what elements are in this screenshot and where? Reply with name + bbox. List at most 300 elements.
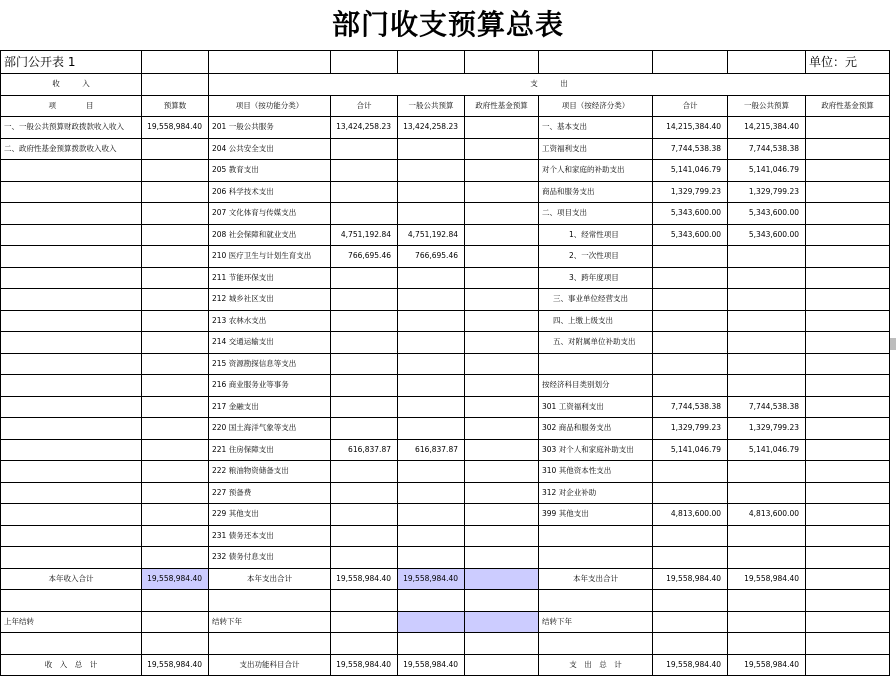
- cell-econ-gov-fund[interactable]: [806, 117, 890, 139]
- cell-func-gov-fund[interactable]: [465, 353, 539, 375]
- cell-func-gen[interactable]: 766,695.46: [398, 246, 465, 268]
- cell-func-gov-fund[interactable]: [465, 117, 539, 139]
- cell-econ-total[interactable]: 14,215,384.40: [653, 117, 728, 139]
- cell-econ-gov-fund[interactable]: [806, 396, 890, 418]
- cell-econ-total[interactable]: 4,813,600.00: [653, 504, 728, 526]
- cell-income-item[interactable]: [1, 289, 142, 311]
- table-row: [1, 461, 890, 483]
- cell-econ-item[interactable]: 按经济科目类别划分: [539, 375, 653, 397]
- cell-econ-item[interactable]: [539, 547, 653, 569]
- cell-econ-gov-fund[interactable]: [806, 224, 890, 246]
- table-row: [1, 138, 890, 160]
- exp-func-total-label: 本年支出合计: [209, 568, 331, 590]
- grand-econ-gov-fund[interactable]: [806, 654, 890, 676]
- cell-func-gen[interactable]: [398, 504, 465, 526]
- cell-econ-item[interactable]: 工资福利支出: [539, 138, 653, 160]
- next-carry-gen[interactable]: [398, 611, 465, 633]
- blank-cell[interactable]: [1, 633, 142, 655]
- cell-income-budget[interactable]: [142, 246, 209, 268]
- cell-func-item[interactable]: 214 交通运输支出: [209, 332, 331, 354]
- cell-income-budget[interactable]: [142, 525, 209, 547]
- cell-econ-total[interactable]: [653, 375, 728, 397]
- cell-econ-gen[interactable]: 1,329,799.23: [728, 418, 806, 440]
- cell-econ-total[interactable]: 1,329,799.23: [653, 418, 728, 440]
- cell-func-total[interactable]: 616,837.87: [331, 439, 398, 461]
- cell-econ-total[interactable]: [653, 246, 728, 268]
- cell-func-item[interactable]: 212 城乡社区支出: [209, 289, 331, 311]
- grand-func-gov-fund[interactable]: [465, 654, 539, 676]
- cell-income-item[interactable]: [1, 310, 142, 332]
- cell-income-item[interactable]: [1, 418, 142, 440]
- cell-func-gen[interactable]: [398, 418, 465, 440]
- cell-econ-gen[interactable]: 4,813,600.00: [728, 504, 806, 526]
- blank-cell[interactable]: [331, 633, 398, 655]
- grand-income-value[interactable]: 19,558,984.40: [142, 654, 209, 676]
- cell-func-gov-fund[interactable]: [465, 160, 539, 182]
- cell-func-gov-fund[interactable]: [465, 310, 539, 332]
- col-header-gov-fund2: 政府性基金预算: [806, 95, 890, 117]
- blank-row: [1, 633, 890, 655]
- cell-func-gen[interactable]: [398, 396, 465, 418]
- cell-func-total[interactable]: [331, 461, 398, 483]
- blank-cell[interactable]: [209, 633, 331, 655]
- exp-econ-total[interactable]: 19,558,984.40: [653, 568, 728, 590]
- cell-func-total[interactable]: [331, 525, 398, 547]
- cell-func-gen[interactable]: [398, 310, 465, 332]
- col-header-budget: 预算数: [142, 95, 209, 117]
- cell-income-budget[interactable]: [142, 224, 209, 246]
- cell-econ-gov-fund[interactable]: [806, 418, 890, 440]
- cell-income-budget[interactable]: [142, 310, 209, 332]
- cell-income-item[interactable]: [1, 246, 142, 268]
- cell-income-item[interactable]: [1, 267, 142, 289]
- table-row: [1, 482, 890, 504]
- cell-econ-item[interactable]: 三、事业单位经营支出: [539, 289, 653, 311]
- cell-econ-total[interactable]: [653, 525, 728, 547]
- grand-func-total[interactable]: 19,558,984.40: [331, 654, 398, 676]
- cell-income-budget[interactable]: [142, 289, 209, 311]
- cell-income-item[interactable]: [1, 353, 142, 375]
- cell-econ-item[interactable]: 399 其他支出: [539, 504, 653, 526]
- cell-econ-item[interactable]: 303 对个人和家庭补助支出: [539, 439, 653, 461]
- cell-econ-total[interactable]: 5,343,600.00: [653, 224, 728, 246]
- page-title: 部门收支预算总表: [331, 8, 564, 41]
- cell-func-total[interactable]: [331, 138, 398, 160]
- cell-func-gen[interactable]: [398, 461, 465, 483]
- cell-income-budget[interactable]: [142, 375, 209, 397]
- cell-income-budget[interactable]: [142, 396, 209, 418]
- prev-year-carry-value[interactable]: [142, 611, 209, 633]
- cell-func-total[interactable]: [331, 353, 398, 375]
- blank-cell[interactable]: [1, 590, 142, 612]
- cell-econ-gen[interactable]: 7,744,538.38: [728, 138, 806, 160]
- cell-econ-gen[interactable]: [728, 353, 806, 375]
- grand-econ-total[interactable]: 19,558,984.40: [653, 654, 728, 676]
- cell-econ-gen[interactable]: 5,343,600.00: [728, 224, 806, 246]
- blank-cell[interactable]: [465, 590, 539, 612]
- cell-func-item[interactable]: 222 粮油物资储备支出: [209, 461, 331, 483]
- cell-econ-total[interactable]: [653, 482, 728, 504]
- meta-cell[interactable]: [465, 51, 539, 74]
- cell-income-budget[interactable]: [142, 181, 209, 203]
- table-row: [1, 160, 890, 182]
- table-row: [1, 117, 890, 139]
- blank-cell[interactable]: [539, 590, 653, 612]
- cell-econ-gov-fund[interactable]: [806, 246, 890, 268]
- table-row: [1, 439, 890, 461]
- totals-row: [1, 568, 890, 590]
- cell-econ-gen[interactable]: [728, 375, 806, 397]
- cell-econ-gov-fund[interactable]: [806, 504, 890, 526]
- cell-func-item[interactable]: 229 其他支出: [209, 504, 331, 526]
- cell-econ-total[interactable]: 7,744,538.38: [653, 396, 728, 418]
- blank-cell[interactable]: [142, 74, 209, 96]
- table-row: [1, 289, 890, 311]
- cell-econ-total[interactable]: [653, 332, 728, 354]
- cell-econ-gen[interactable]: [728, 547, 806, 569]
- cell-income-item[interactable]: [1, 332, 142, 354]
- cell-econ-gen[interactable]: 1,329,799.23: [728, 181, 806, 203]
- cell-econ-total[interactable]: [653, 461, 728, 483]
- cell-func-total[interactable]: [331, 267, 398, 289]
- cell-func-gov-fund[interactable]: [465, 289, 539, 311]
- income-section-header: 收 入: [1, 74, 142, 96]
- cell-econ-total[interactable]: [653, 353, 728, 375]
- blank-cell[interactable]: [539, 633, 653, 655]
- cell-func-gen[interactable]: [398, 267, 465, 289]
- cell-func-total[interactable]: 13,424,258.23: [331, 117, 398, 139]
- cell-econ-item[interactable]: 2、一次性项目: [539, 246, 653, 268]
- cell-func-item[interactable]: 231 债务还本支出: [209, 525, 331, 547]
- cell-econ-item[interactable]: 301 工资福利支出: [539, 396, 653, 418]
- column-header-row: [1, 95, 890, 117]
- table-row: [1, 375, 890, 397]
- cell-func-gov-fund[interactable]: [465, 547, 539, 569]
- cell-econ-gov-fund[interactable]: [806, 289, 890, 311]
- col-header-gen-budget: 一般公共预算: [398, 95, 465, 117]
- exp-econ-gov-fund[interactable]: [806, 568, 890, 590]
- cell-income-budget[interactable]: [142, 461, 209, 483]
- cell-econ-item[interactable]: [539, 353, 653, 375]
- blank-cell[interactable]: [728, 611, 806, 633]
- meta-cell[interactable]: [653, 51, 728, 74]
- cell-income-item[interactable]: [1, 547, 142, 569]
- cell-func-item[interactable]: 213 农林水支出: [209, 310, 331, 332]
- cell-income-item[interactable]: [1, 160, 142, 182]
- meta-cell[interactable]: [539, 51, 653, 74]
- blank-cell[interactable]: [209, 590, 331, 612]
- cell-func-total[interactable]: [331, 310, 398, 332]
- cell-func-item[interactable]: 205 教育支出: [209, 160, 331, 182]
- table-row: [1, 332, 890, 354]
- cell-income-item[interactable]: [1, 439, 142, 461]
- cell-income-item[interactable]: [1, 461, 142, 483]
- cell-func-gov-fund[interactable]: [465, 224, 539, 246]
- grand-func-gen[interactable]: 19,558,984.40: [398, 654, 465, 676]
- cell-income-budget[interactable]: [142, 547, 209, 569]
- meta-row: [1, 51, 890, 74]
- cell-func-gen[interactable]: [398, 138, 465, 160]
- section-header-row: [1, 74, 890, 96]
- cell-func-total[interactable]: 766,695.46: [331, 246, 398, 268]
- cell-func-gov-fund[interactable]: [465, 138, 539, 160]
- cell-econ-item[interactable]: 五、对附属单位补助支出: [539, 332, 653, 354]
- cell-econ-gen[interactable]: [728, 267, 806, 289]
- cell-func-item[interactable]: 201 一般公共服务: [209, 117, 331, 139]
- cell-income-budget[interactable]: [142, 482, 209, 504]
- cell-econ-item[interactable]: 312 对企业补助: [539, 482, 653, 504]
- cell-econ-total[interactable]: 5,141,046.79: [653, 439, 728, 461]
- exp-econ-total-label: 本年支出合计: [539, 568, 653, 590]
- cell-econ-gen[interactable]: 14,215,384.40: [728, 117, 806, 139]
- cell-func-gov-fund[interactable]: [465, 267, 539, 289]
- cell-func-item[interactable]: 221 住房保障支出: [209, 439, 331, 461]
- exp-func-gov-fund[interactable]: [465, 568, 539, 590]
- cell-func-gen[interactable]: [398, 525, 465, 547]
- cell-econ-gov-fund[interactable]: [806, 525, 890, 547]
- cell-func-item[interactable]: 206 科学技术支出: [209, 181, 331, 203]
- cell-income-budget[interactable]: 19,558,984.40: [142, 117, 209, 139]
- cell-income-budget[interactable]: [142, 504, 209, 526]
- cell-econ-item[interactable]: 对个人和家庭的补助支出: [539, 160, 653, 182]
- cell-econ-item[interactable]: 四、上缴上级支出: [539, 310, 653, 332]
- cell-econ-gov-fund[interactable]: [806, 439, 890, 461]
- cell-func-total[interactable]: [331, 289, 398, 311]
- cell-econ-total[interactable]: [653, 547, 728, 569]
- cell-func-gen[interactable]: [398, 160, 465, 182]
- blank-cell[interactable]: [806, 590, 890, 612]
- blank-cell[interactable]: [331, 590, 398, 612]
- cell-econ-gov-fund[interactable]: [806, 160, 890, 182]
- table-row: [1, 224, 890, 246]
- blank-cell[interactable]: [653, 590, 728, 612]
- exp-func-total[interactable]: 19,558,984.40: [331, 568, 398, 590]
- cell-func-gov-fund[interactable]: [465, 504, 539, 526]
- cell-econ-total[interactable]: 5,141,046.79: [653, 160, 728, 182]
- cell-econ-item[interactable]: 1、经常性项目: [539, 224, 653, 246]
- table-row: [1, 525, 890, 547]
- cell-income-budget[interactable]: [142, 138, 209, 160]
- cell-func-total[interactable]: [331, 504, 398, 526]
- cell-func-gov-fund[interactable]: [465, 439, 539, 461]
- cell-func-gen[interactable]: [398, 375, 465, 397]
- cell-func-total[interactable]: [331, 160, 398, 182]
- cell-func-gen[interactable]: 4,751,192.84: [398, 224, 465, 246]
- income-total-value[interactable]: 19,558,984.40: [142, 568, 209, 590]
- cell-income-item[interactable]: [1, 525, 142, 547]
- cell-func-item[interactable]: 217 金融支出: [209, 396, 331, 418]
- cell-econ-gen[interactable]: [728, 525, 806, 547]
- cell-income-budget[interactable]: [142, 203, 209, 225]
- budget-table: [0, 50, 890, 676]
- meta-cell[interactable]: [142, 51, 209, 74]
- meta-cell[interactable]: [209, 51, 331, 74]
- cell-econ-gen[interactable]: 5,141,046.79: [728, 439, 806, 461]
- cell-econ-gov-fund[interactable]: [806, 461, 890, 483]
- carry-row: [1, 611, 890, 633]
- cell-func-gov-fund[interactable]: [465, 525, 539, 547]
- next-year-carry-label2: 结转下年: [539, 611, 653, 633]
- grand-econ-label: 支 出 总 计: [539, 654, 653, 676]
- col-header-total: 合计: [331, 95, 398, 117]
- cell-func-gen[interactable]: [398, 203, 465, 225]
- cell-func-gov-fund[interactable]: [465, 396, 539, 418]
- blank-cell[interactable]: [728, 633, 806, 655]
- unit-label: 单位：元: [806, 51, 890, 74]
- cell-income-budget[interactable]: [142, 160, 209, 182]
- cell-econ-total[interactable]: [653, 310, 728, 332]
- cell-income-item[interactable]: [1, 375, 142, 397]
- table-row: [1, 310, 890, 332]
- cell-income-item[interactable]: 一、一般公共预算财政拨款收入收入: [1, 117, 142, 139]
- cell-func-gov-fund[interactable]: [465, 461, 539, 483]
- cell-func-gen[interactable]: [398, 353, 465, 375]
- cell-econ-item[interactable]: 310 其他资本性支出: [539, 461, 653, 483]
- cell-func-total[interactable]: [331, 396, 398, 418]
- cell-func-total[interactable]: [331, 375, 398, 397]
- blank-cell[interactable]: [142, 590, 209, 612]
- meta-cell[interactable]: [728, 51, 806, 74]
- blank-cell[interactable]: [465, 633, 539, 655]
- cell-func-total[interactable]: [331, 203, 398, 225]
- cell-func-item[interactable]: 215 资源勘探信息等支出: [209, 353, 331, 375]
- cell-func-item[interactable]: 208 社会保障和就业支出: [209, 224, 331, 246]
- blank-cell[interactable]: [142, 633, 209, 655]
- cell-func-gov-fund[interactable]: [465, 418, 539, 440]
- cell-func-item[interactable]: 232 债务付息支出: [209, 547, 331, 569]
- blank-cell[interactable]: [653, 611, 728, 633]
- cell-econ-gov-fund[interactable]: [806, 267, 890, 289]
- cell-func-gov-fund[interactable]: [465, 375, 539, 397]
- cell-func-total[interactable]: [331, 181, 398, 203]
- blank-cell[interactable]: [398, 590, 465, 612]
- table-row: [1, 353, 890, 375]
- cell-func-gen[interactable]: [398, 289, 465, 311]
- cell-income-budget[interactable]: [142, 267, 209, 289]
- cell-func-total[interactable]: [331, 418, 398, 440]
- cell-econ-gen[interactable]: 5,141,046.79: [728, 160, 806, 182]
- next-carry-gov-fund[interactable]: [465, 611, 539, 633]
- cell-econ-total[interactable]: 7,744,538.38: [653, 138, 728, 160]
- exp-func-gen[interactable]: 19,558,984.40: [398, 568, 465, 590]
- blank-cell[interactable]: [653, 633, 728, 655]
- blank-cell[interactable]: [806, 633, 890, 655]
- blank-cell[interactable]: [728, 590, 806, 612]
- cell-func-gen[interactable]: [398, 547, 465, 569]
- cell-func-total[interactable]: [331, 332, 398, 354]
- meta-cell[interactable]: [331, 51, 398, 74]
- meta-cell[interactable]: [398, 51, 465, 74]
- expense-section-header: 支 出: [209, 74, 890, 96]
- cell-func-item[interactable]: 204 公共安全支出: [209, 138, 331, 160]
- cell-func-item[interactable]: 210 医疗卫生与计划生育支出: [209, 246, 331, 268]
- cell-func-gov-fund[interactable]: [465, 203, 539, 225]
- cell-func-item[interactable]: 207 文化体育与传媒支出: [209, 203, 331, 225]
- cell-econ-item[interactable]: 3、跨年度项目: [539, 267, 653, 289]
- cell-income-budget[interactable]: [142, 439, 209, 461]
- cell-econ-total[interactable]: 1,329,799.23: [653, 181, 728, 203]
- grand-econ-gen[interactable]: 19,558,984.40: [728, 654, 806, 676]
- table-row: [1, 396, 890, 418]
- cell-econ-gov-fund[interactable]: [806, 547, 890, 569]
- cell-func-gen[interactable]: 13,424,258.23: [398, 117, 465, 139]
- cell-econ-gov-fund[interactable]: [806, 353, 890, 375]
- cell-econ-gen[interactable]: [728, 332, 806, 354]
- cell-func-total[interactable]: [331, 482, 398, 504]
- table-row: [1, 547, 890, 569]
- cell-income-item[interactable]: [1, 504, 142, 526]
- cell-func-gov-fund[interactable]: [465, 332, 539, 354]
- cell-func-gov-fund[interactable]: [465, 181, 539, 203]
- cell-econ-total[interactable]: [653, 267, 728, 289]
- next-year-carry-label: 结转下年: [209, 611, 331, 633]
- cell-income-item[interactable]: [1, 396, 142, 418]
- cell-econ-gen[interactable]: [728, 461, 806, 483]
- cell-econ-gov-fund[interactable]: [806, 203, 890, 225]
- scrollbar-handle[interactable]: [890, 338, 896, 350]
- cell-econ-item[interactable]: 商品和服务支出: [539, 181, 653, 203]
- cell-econ-total[interactable]: 5,343,600.00: [653, 203, 728, 225]
- grand-income-label: 收 入 总 计: [1, 654, 142, 676]
- cell-func-gen[interactable]: [398, 181, 465, 203]
- cell-func-gen[interactable]: [398, 482, 465, 504]
- cell-func-total[interactable]: [331, 547, 398, 569]
- cell-econ-gen[interactable]: 7,744,538.38: [728, 396, 806, 418]
- cell-income-item[interactable]: 二、政府性基金预算拨款收入收入: [1, 138, 142, 160]
- cell-econ-gov-fund[interactable]: [806, 138, 890, 160]
- cell-econ-item[interactable]: 二、项目支出: [539, 203, 653, 225]
- blank-cell[interactable]: [331, 611, 398, 633]
- col-header-gov-fund: 政府性基金预算: [465, 95, 539, 117]
- cell-func-gen[interactable]: [398, 332, 465, 354]
- cell-func-gov-fund[interactable]: [465, 246, 539, 268]
- income-total-label: 本年收入合计: [1, 568, 142, 590]
- cell-econ-gov-fund[interactable]: [806, 181, 890, 203]
- cell-econ-gen[interactable]: [728, 289, 806, 311]
- cell-func-item[interactable]: 227 预备费: [209, 482, 331, 504]
- cell-income-item[interactable]: [1, 224, 142, 246]
- cell-econ-gov-fund[interactable]: [806, 482, 890, 504]
- cell-econ-gen[interactable]: [728, 246, 806, 268]
- cell-func-item[interactable]: 216 商业服务业等事务: [209, 375, 331, 397]
- cell-econ-gen[interactable]: [728, 310, 806, 332]
- cell-econ-gov-fund[interactable]: [806, 375, 890, 397]
- cell-income-budget[interactable]: [142, 418, 209, 440]
- cell-econ-item[interactable]: 302 商品和服务支出: [539, 418, 653, 440]
- cell-econ-item[interactable]: [539, 525, 653, 547]
- cell-econ-item[interactable]: 一、基本支出: [539, 117, 653, 139]
- cell-func-gen[interactable]: 616,837.87: [398, 439, 465, 461]
- cell-econ-total[interactable]: [653, 289, 728, 311]
- cell-func-item[interactable]: 211 节能环保支出: [209, 267, 331, 289]
- exp-econ-gen[interactable]: 19,558,984.40: [728, 568, 806, 590]
- cell-income-budget[interactable]: [142, 353, 209, 375]
- cell-econ-gov-fund[interactable]: [806, 332, 890, 354]
- col-header-total2: 合计: [653, 95, 728, 117]
- cell-income-item[interactable]: [1, 181, 142, 203]
- cell-income-budget[interactable]: [142, 332, 209, 354]
- cell-econ-gen[interactable]: [728, 482, 806, 504]
- blank-cell[interactable]: [398, 633, 465, 655]
- cell-func-gov-fund[interactable]: [465, 482, 539, 504]
- blank-cell[interactable]: [806, 611, 890, 633]
- cell-func-item[interactable]: 220 国土海洋气象等支出: [209, 418, 331, 440]
- cell-econ-gen[interactable]: 5,343,600.00: [728, 203, 806, 225]
- cell-econ-gov-fund[interactable]: [806, 310, 890, 332]
- cell-income-item[interactable]: [1, 203, 142, 225]
- cell-func-total[interactable]: 4,751,192.84: [331, 224, 398, 246]
- cell-income-item[interactable]: [1, 482, 142, 504]
